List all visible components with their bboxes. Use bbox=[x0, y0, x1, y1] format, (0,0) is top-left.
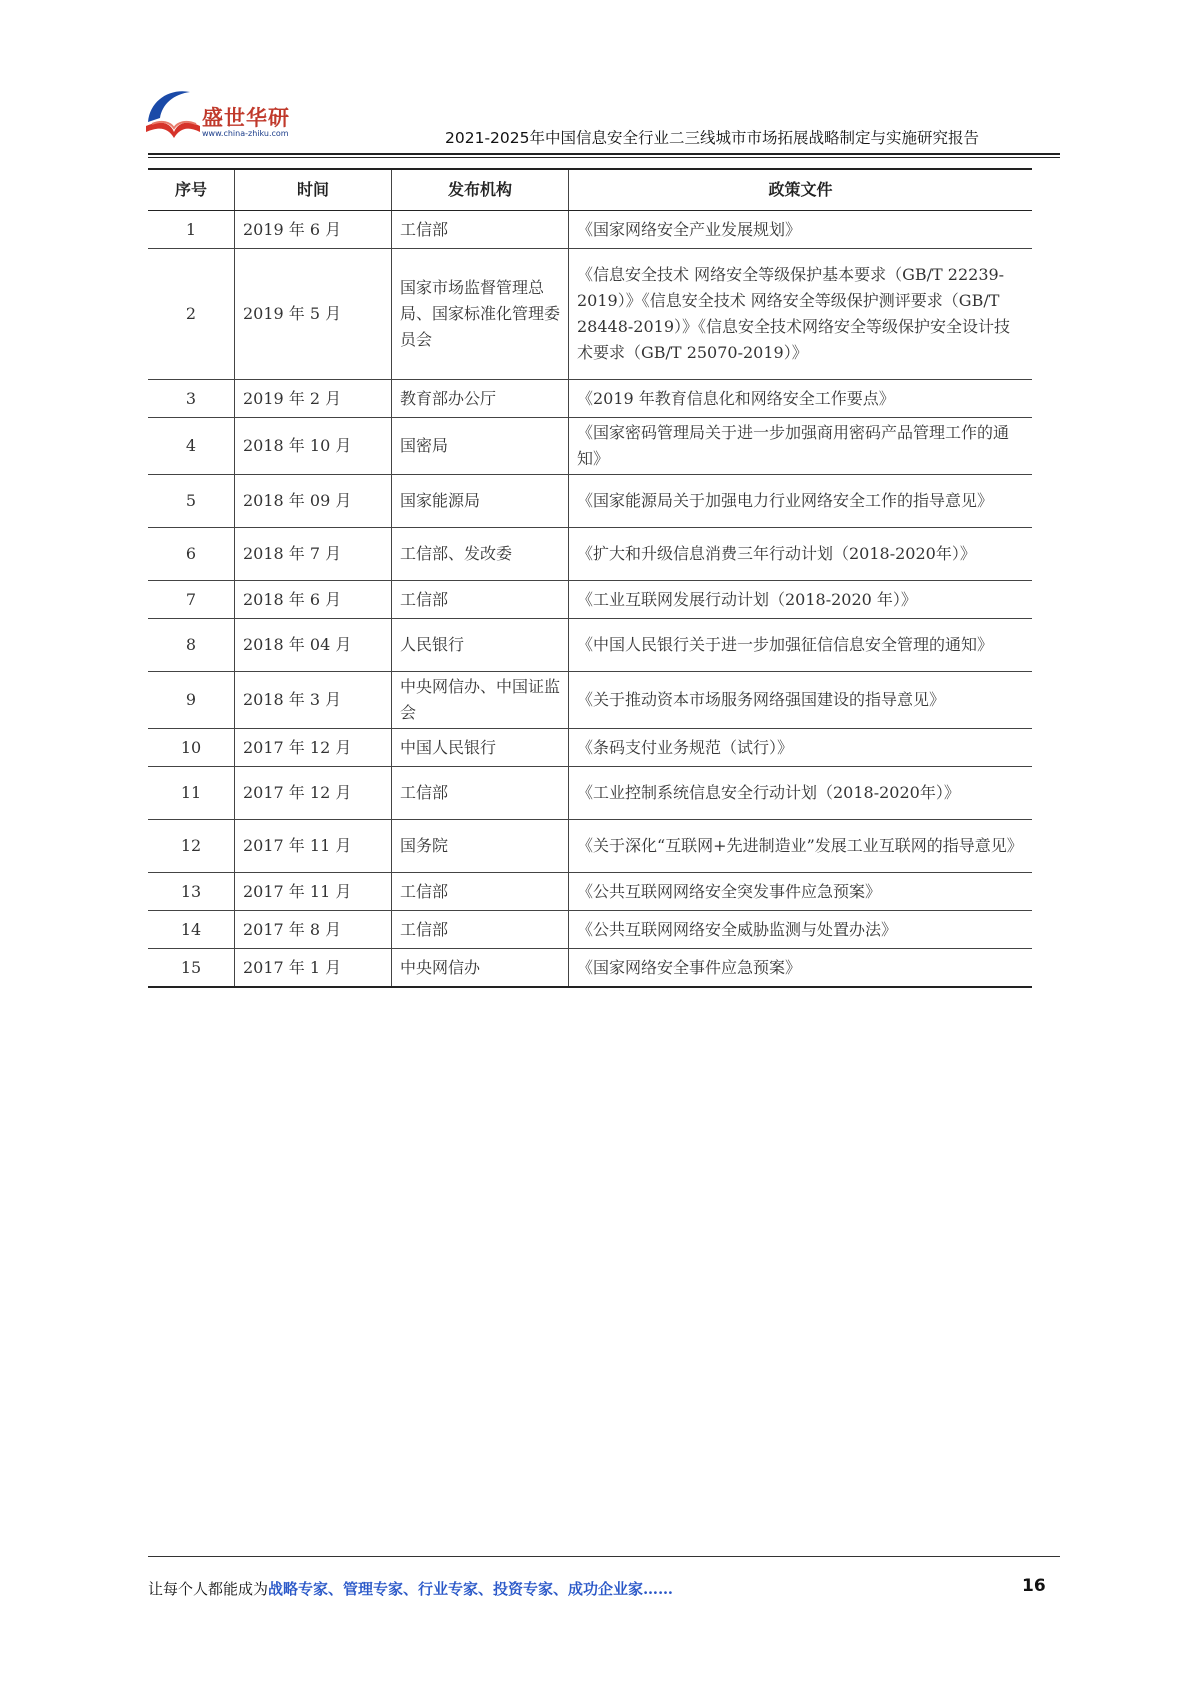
row-no: 10 bbox=[148, 729, 235, 767]
row-org: 国务院 bbox=[392, 820, 569, 873]
row-no: 9 bbox=[148, 672, 235, 729]
column-header-time: 时间 bbox=[235, 169, 392, 211]
row-no: 1 bbox=[148, 211, 235, 249]
row-org: 工信部 bbox=[392, 911, 569, 949]
row-time: 2017 年 8 月 bbox=[235, 911, 392, 949]
row-org: 工信部 bbox=[392, 767, 569, 820]
column-header-doc: 政策文件 bbox=[569, 169, 1033, 211]
table-row bbox=[148, 672, 1032, 729]
row-doc: 《公共互联网网络安全威胁监测与处置办法》 bbox=[569, 911, 1033, 949]
footer-slogan bbox=[148, 1578, 673, 1599]
row-doc: 《国家网络安全事件应急预案》 bbox=[569, 949, 1033, 988]
row-time: 2017 年 12 月 bbox=[235, 767, 392, 820]
row-doc: 《公共互联网网络安全突发事件应急预案》 bbox=[569, 873, 1033, 911]
table-row bbox=[148, 820, 1032, 873]
row-org: 国密局 bbox=[392, 418, 569, 475]
row-time: 2017 年 11 月 bbox=[235, 820, 392, 873]
table-row bbox=[148, 249, 1032, 380]
company-logo bbox=[140, 82, 310, 146]
row-time: 2017 年 11 月 bbox=[235, 873, 392, 911]
column-header-org: 发布机构 bbox=[392, 169, 569, 211]
row-no: 6 bbox=[148, 528, 235, 581]
row-org: 工信部 bbox=[392, 581, 569, 619]
row-doc: 《关于推动资本市场服务网络强国建设的指导意见》 bbox=[569, 672, 1033, 729]
row-time: 2018 年 7 月 bbox=[235, 528, 392, 581]
table-row bbox=[148, 949, 1032, 988]
table-row bbox=[148, 729, 1032, 767]
table-row bbox=[148, 619, 1032, 672]
table-row bbox=[148, 528, 1032, 581]
row-time: 2017 年 12 月 bbox=[235, 729, 392, 767]
row-org: 工信部 bbox=[392, 211, 569, 249]
row-time: 2018 年 09 月 bbox=[235, 475, 392, 528]
row-doc: 《工业互联网发展行动计划（2018-2020 年）》 bbox=[569, 581, 1033, 619]
footer-divider bbox=[148, 1556, 1060, 1557]
row-org: 国家市场监督管理总局、国家标准化管理委员会 bbox=[392, 249, 569, 380]
row-no: 14 bbox=[148, 911, 235, 949]
table-row bbox=[148, 911, 1032, 949]
row-time: 2019 年 6 月 bbox=[235, 211, 392, 249]
row-no: 2 bbox=[148, 249, 235, 380]
table-row bbox=[148, 211, 1032, 249]
row-org: 国家能源局 bbox=[392, 475, 569, 528]
row-org: 人民银行 bbox=[392, 619, 569, 672]
row-no: 15 bbox=[148, 949, 235, 988]
row-org: 中央网信办、中国证监会 bbox=[392, 672, 569, 729]
row-org: 工信部 bbox=[392, 873, 569, 911]
footer-slogan-highlight: 战略专家、管理专家、行业专家、投资专家、成功企业家…… bbox=[268, 1580, 674, 1598]
book-swoosh-logo-icon bbox=[140, 82, 204, 146]
row-org: 教育部办公厅 bbox=[392, 380, 569, 418]
row-time: 2018 年 04 月 bbox=[235, 619, 392, 672]
report-title: 2021-2025年中国信息安全行业二三线城市市场拓展战略制定与实施研究报告 bbox=[445, 129, 979, 147]
column-header-no: 序号 bbox=[148, 169, 235, 211]
row-doc: 《条码支付业务规范（试行）》 bbox=[569, 729, 1033, 767]
table-row bbox=[148, 475, 1032, 528]
row-doc: 《信息安全技术 网络安全等级保护基本要求（GB/T 22239-2019）》《信息安全技术 网络安全等级保护测评要求（GB/T 28448-2019）》《信息安全技术网络安全等级保护安全设计技术要求（GB/T 25070-2019）》 bbox=[569, 249, 1033, 380]
row-no: 5 bbox=[148, 475, 235, 528]
row-no: 4 bbox=[148, 418, 235, 475]
row-time: 2018 年 10 月 bbox=[235, 418, 392, 475]
row-doc: 《扩大和升级信息消费三年行动计划（2018-2020年）》 bbox=[569, 528, 1033, 581]
table-row bbox=[148, 581, 1032, 619]
table-row bbox=[148, 380, 1032, 418]
row-no: 11 bbox=[148, 767, 235, 820]
row-org: 中央网信办 bbox=[392, 949, 569, 988]
footer-slogan-prefix: 让每个人都能成为 bbox=[148, 1580, 269, 1598]
row-no: 12 bbox=[148, 820, 235, 873]
row-doc: 《工业控制系统信息安全行动计划（2018-2020年）》 bbox=[569, 767, 1033, 820]
row-doc: 《国家能源局关于加强电力行业网络安全工作的指导意见》 bbox=[569, 475, 1033, 528]
logo-url: www.china-zhiku.com bbox=[202, 129, 289, 138]
header-divider bbox=[148, 153, 1060, 155]
header-divider-thin bbox=[148, 157, 1060, 158]
row-no: 7 bbox=[148, 581, 235, 619]
row-no: 13 bbox=[148, 873, 235, 911]
policy-table bbox=[148, 168, 1032, 988]
table-header-row bbox=[148, 169, 1032, 211]
row-time: 2019 年 2 月 bbox=[235, 380, 392, 418]
table-row bbox=[148, 873, 1032, 911]
logo-text: 盛世华研 bbox=[202, 106, 290, 130]
table-row bbox=[148, 767, 1032, 820]
row-doc: 《中国人民银行关于进一步加强征信信息安全管理的通知》 bbox=[569, 619, 1033, 672]
page-number: 16 bbox=[1022, 1576, 1046, 1596]
row-no: 8 bbox=[148, 619, 235, 672]
table-row bbox=[148, 418, 1032, 475]
row-doc: 《关于深化“互联网+先进制造业”发展工业互联网的指导意见》 bbox=[569, 820, 1033, 873]
row-doc: 《国家网络安全产业发展规划》 bbox=[569, 211, 1033, 249]
row-no: 3 bbox=[148, 380, 235, 418]
row-doc: 《2019 年教育信息化和网络安全工作要点》 bbox=[569, 380, 1033, 418]
row-time: 2017 年 1 月 bbox=[235, 949, 392, 988]
row-time: 2018 年 6 月 bbox=[235, 581, 392, 619]
row-org: 中国人民银行 bbox=[392, 729, 569, 767]
row-time: 2019 年 5 月 bbox=[235, 249, 392, 380]
row-org: 工信部、发改委 bbox=[392, 528, 569, 581]
row-doc: 《国家密码管理局关于进一步加强商用密码产品管理工作的通知》 bbox=[569, 418, 1033, 475]
row-time: 2018 年 3 月 bbox=[235, 672, 392, 729]
